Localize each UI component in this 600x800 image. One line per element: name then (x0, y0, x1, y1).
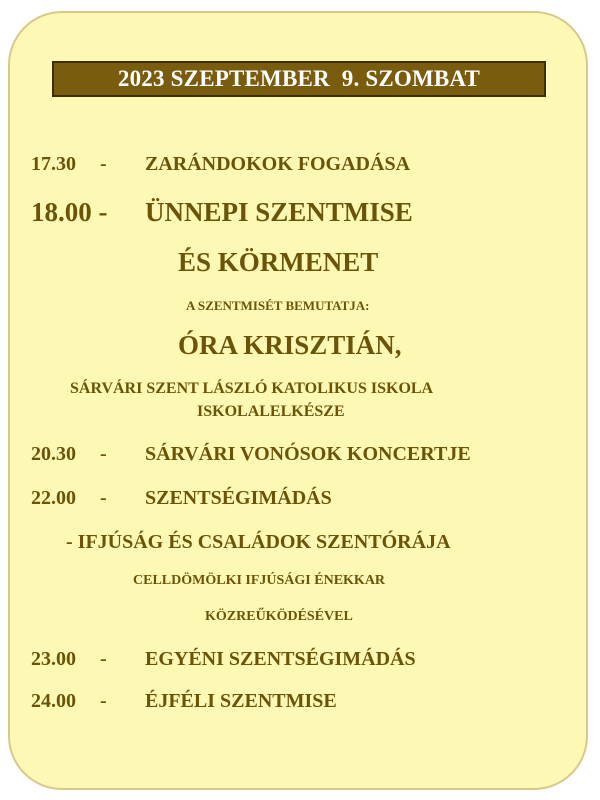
schedule-time-1800: 18.00 - (31, 197, 108, 227)
schedule-time-1730: 17.30 (31, 153, 76, 175)
schedule-time-2400: 24.00 (31, 690, 76, 712)
schedule-time-2030: 20.30 (31, 443, 76, 465)
program-poster (8, 11, 588, 790)
schedule-title-midnight-mass: ÉJFÉLI SZENTMISE (145, 690, 337, 712)
presenter-role-line1: SÁRVÁRI SZENT LÁSZLÓ KATOLIKUS ISKOLA (70, 380, 434, 397)
schedule-dash: - (100, 153, 107, 175)
schedule-title-individual-adoration: EGYÉNI SZENTSÉGIMÁDÁS (145, 648, 416, 670)
schedule-dash: - (100, 648, 107, 670)
schedule-time-2200: 22.00 (31, 487, 76, 509)
schedule-dash: - (100, 690, 107, 712)
schedule-title-pilgrims: ZARÁNDOKOK FOGADÁSA (145, 153, 411, 175)
schedule-dash: - (100, 487, 107, 509)
schedule-title-holy-mass: ÜNNEPI SZENTMISE (145, 197, 413, 227)
date-header: 2023 SZEPTEMBER 9. SZOMBAT (52, 61, 546, 97)
choir-line1: CELLDÖMÖLKI IFJÚSÁGI ÉNEKKAR (133, 573, 386, 588)
schedule-time-2300: 23.00 (31, 648, 76, 670)
presenter-label: A SZENTMISÉT BEMUTATJA: (186, 298, 370, 313)
presenter-name: ÓRA KRISZTIÁN, (178, 330, 402, 360)
schedule-title-procession: ÉS KÖRMENET (178, 247, 379, 277)
schedule-title-adoration: SZENTSÉGIMÁDÁS (145, 487, 332, 509)
choir-line2: KÖZREŰKÖDÉSÉVEL (205, 609, 353, 624)
youth-holy-hour-title: - IFJÚSÁG ÉS CSALÁDOK SZENTÓRÁJA (66, 531, 451, 553)
schedule-dash: - (100, 443, 107, 465)
presenter-role-line2: ISKOLALELKÉSZE (197, 403, 345, 420)
schedule-title-concert: SÁRVÁRI VONÓSOK KONCERTJE (145, 443, 471, 465)
